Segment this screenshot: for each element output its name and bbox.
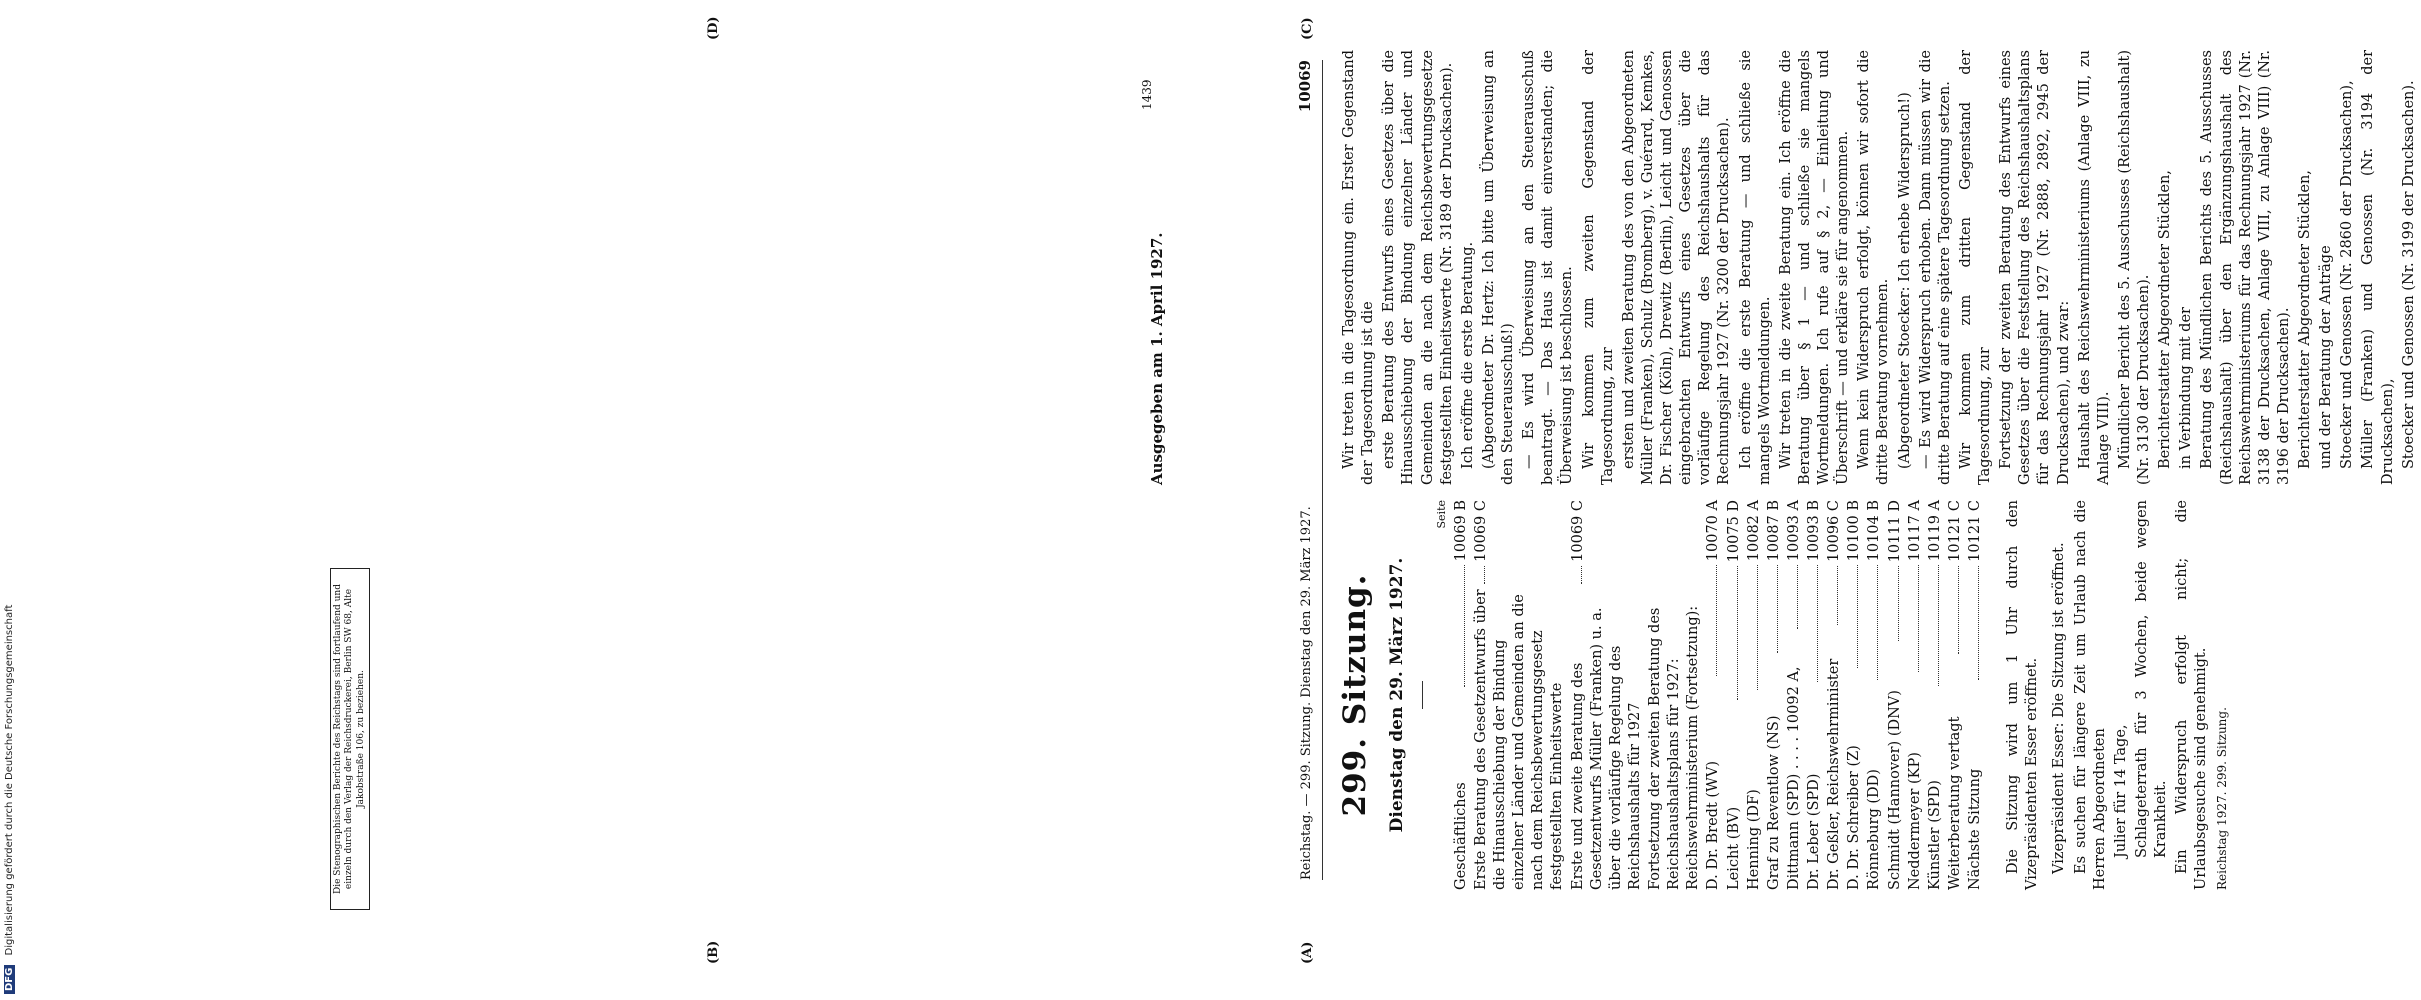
agenda-leader-dots xyxy=(1581,566,1582,584)
session-paragraph: erste Beratung des Entwurfs eines Gesetzes über die Hinausschiebung der Bindung einzelner Länder und Gemeinden an die nach dem Reichsbewertungsgesetze festgestellten Einheitswerte (Nr. 3189 der Drucksachen). xyxy=(1381,50,1455,485)
side-note-strip xyxy=(0,0,20,1000)
agenda-page-ref: 10100 B xyxy=(1846,499,1863,562)
agenda-list xyxy=(1452,500,1985,890)
agenda-item xyxy=(1785,500,1804,890)
session-text xyxy=(1340,50,2419,485)
agenda-item-text: Erste und zweite Beratung des Gesetzentwurfs Müller (Franken) u. a. über die vorläufige Regelung des Reichshaushalts für 1927 xyxy=(1569,607,1643,890)
agenda-leader-dots xyxy=(1898,566,1899,641)
agenda-page-ref: 10082 A xyxy=(1745,500,1762,562)
session-paragraph: (Abgeordneter Stoecker: Ich erhebe Widerspruch!) xyxy=(1896,92,1913,469)
agenda-leader-dots xyxy=(1918,565,1919,671)
title-rule xyxy=(1422,681,1423,709)
right-column xyxy=(1340,50,2421,485)
agenda-page-ref: 10111 D xyxy=(1886,499,1903,563)
agenda-item-text: Leicht (BV) xyxy=(1725,806,1742,890)
agenda-item-text: Henning (DF) xyxy=(1745,789,1762,890)
issued-date: Ausgegeben am 1. April 1927. xyxy=(1148,232,1166,485)
agenda-item xyxy=(1569,500,1646,890)
session-paragraph: Müller (Franken) und Genossen (Nr. 3194 der Drucksachen), xyxy=(2360,50,2396,485)
agenda-page-ref: 10093 A xyxy=(1785,500,1802,562)
agenda-item xyxy=(1452,500,1471,890)
agenda-item xyxy=(1704,500,1723,890)
agenda-item xyxy=(1946,500,1965,890)
session-date: Dienstag den 29. März 1927. xyxy=(1386,557,1407,833)
vice-president-line: Vizepräsident Esser: Die Sitzung ist eröffnet. xyxy=(2051,542,2068,874)
margin-letter-d: (D) xyxy=(706,16,721,40)
session-title: 299. Sitzung. xyxy=(1337,573,1373,817)
agenda-item-text: D. Dr. Schreiber (Z) xyxy=(1846,745,1863,890)
margin-letter-a: (A) xyxy=(1300,941,1315,964)
leave-request-1: Julier für 14 Tage, xyxy=(2112,724,2129,858)
agenda-item xyxy=(1646,500,1703,890)
session-paragraph: — Es wird Widerspruch erhoben. Dann müssen wir die dritte Beratung auf eine spätere Tagesordnung setzen. xyxy=(1917,50,1953,485)
session-paragraph: Haushalt des Reichswehrministeriums (Anlage VIII, zu Anlage VIII). xyxy=(2076,50,2112,485)
agenda-item-text: Geschäftliches xyxy=(1452,782,1469,890)
leave-request-2: Schlageterrath für 3 Wochen, beide wegen Krankheit. xyxy=(2133,500,2170,858)
agenda-item xyxy=(1765,500,1784,890)
session-paragraph: Ich eröffne die erste Beratung. xyxy=(1459,241,1476,469)
agenda-item-text: Dittmann (SPD) . . . . 10092 A, xyxy=(1785,666,1802,890)
left-column xyxy=(1335,500,2231,890)
session-paragraph: — Es wird Überweisung an den Steuerausschuß beantragt. — Das Haus ist damit einverstanden; die Überweisung ist beschlossen. xyxy=(1521,50,1576,485)
agenda-leader-dots xyxy=(1777,565,1778,653)
agenda-item xyxy=(1472,500,1568,890)
side-note-text: Digitalisierung gefördert durch die Deutsche Forschungsgemeinschaft xyxy=(4,604,15,956)
agenda-item-text: Graf zu Reventlow (NS) xyxy=(1765,715,1782,890)
session-paragraph: Beratung des Mündlichen Berichts des 5. Ausschusses (Reichshaushalt) über den Ergänzungshaushalt des Reichswehrministeriums für das Rechnungsjahr 1927 (Nr. 3138 der Drucksachen, Anlage VIII, zu Anlage VIII) (Nr. 3196 der Drucksachen). xyxy=(2199,50,2292,485)
session-paragraph: ersten und zweiten Beratung des von den Abgeordneten Müller (Franken), Schulz (Bromberg), v. Guérard, Kemkes, Dr. Fischer (Köln), Drewitz (Berlin), Leicht und Genossen eingebrachten Entwurfs eines Gesetzes über die vorläufige Regelung des Reichshaushalts für das Rechnungsjahr 1927 (Nr. 3200 der Drucksachen). xyxy=(1620,50,1733,485)
agenda-leader-dots xyxy=(1757,565,1758,690)
session-paragraph: Wir kommen zum dritten Gegenstand der Tagesordnung, zur xyxy=(1957,50,1993,485)
agenda-leader-dots xyxy=(1938,565,1939,685)
agenda-item xyxy=(1906,500,1925,890)
opening-text: Die Sitzung wird um 1 Uhr durch den Vizepräsidenten Esser eröffnet. xyxy=(2005,500,2041,890)
session-paragraph: Stoecker und Genossen (Nr. 3199 der Drucksachen). xyxy=(2400,80,2417,469)
agenda-item xyxy=(1825,500,1844,890)
session-paragraph: Ich eröffne die erste Beratung — und schließe sie mangels Wortmeldungen. xyxy=(1737,50,1773,485)
agenda-item xyxy=(1886,500,1905,890)
agenda-leader-dots xyxy=(1857,565,1858,668)
agenda-leader-dots xyxy=(1817,565,1818,682)
agenda-item-text: D. Dr. Bredt (WV) xyxy=(1705,760,1722,890)
agenda-page-ref: 10075 D xyxy=(1725,500,1742,563)
session-paragraph: und der Beratung der Anträge xyxy=(2318,245,2335,469)
agenda-item-text: Rönneburg (DD) xyxy=(1866,769,1883,890)
agenda-item-text: Nächste Sitzung xyxy=(1967,768,1984,890)
agenda-page-ref: 10069 B xyxy=(1452,499,1469,562)
agenda-item-text: Weiterberatung vertagt xyxy=(1946,716,1963,890)
session-paragraph: Mündlicher Bericht des 5. Ausschusses (Reichshaushalt) (Nr. 3130 der Drucksachen). xyxy=(2116,50,2152,485)
session-paragraph: Wir treten in die zweite Beratung ein. Ich eröffne die Beratung über § 1 — und schließe sie mangels Wortmeldungen. Ich rufe auf § 2, — Einleitung und Überschrift — und erkläre sie für angenommen. xyxy=(1777,50,1852,485)
dfg-logo: DFG xyxy=(4,965,15,994)
session-paragraph: Stoecker und Genossen (Nr. 2860 der Drucksachen), xyxy=(2339,80,2356,469)
agenda-page-ref: 10121 C xyxy=(1967,500,1984,562)
agenda-leader-dots xyxy=(1737,566,1738,699)
issue-line xyxy=(1148,50,1168,485)
agenda-item-text: Künstler (SPD) xyxy=(1926,780,1943,890)
agenda-item-text: Dr. Leber (SPD) xyxy=(1806,773,1823,890)
agenda-page-ref: 10069 C xyxy=(1569,500,1586,562)
leave-request-intro: Es suchen für längere Zeit um Urlaub nach die Herren Abgeordneten xyxy=(2072,500,2108,890)
agenda-page-ref: 10121 C xyxy=(1946,500,1963,562)
running-title: Reichstag. — 299. Sitzung. Dienstag den 29. März 1927. xyxy=(1299,506,1314,880)
agenda-leader-dots xyxy=(1837,566,1838,625)
agenda-item-text: Neddermeyer (KP) xyxy=(1906,752,1923,890)
margin-letter-c: (C) xyxy=(1300,17,1315,40)
agenda-item-text: Dr. Geßler, Reichswehrminister xyxy=(1826,658,1843,890)
agenda-item-text: Erste Beratung des Gesetzentwurfs über die Hinausschiebung der Bindung einzelner Länder und Gemeinden an die nach dem Reichsbewertungsgesetz festgestellten Einheitswerte xyxy=(1472,589,1566,890)
agenda-leader-dots xyxy=(1978,566,1979,680)
agenda-item xyxy=(1725,500,1744,890)
session-paragraph: Wir kommen zum zweiten Gegenstand der Tagesordnung, zur xyxy=(1580,50,1616,485)
session-paragraph: Wenn kein Widerspruch erfolgt, können wir sofort die dritte Beratung vornehmen. xyxy=(1856,50,1892,485)
session-paragraph: in Verbindung mit der xyxy=(2178,307,2195,469)
session-paragraph: Berichterstatter Abgeordneter Stücklen, xyxy=(2157,170,2174,469)
session-paragraph: Wir treten in die Tagesordnung ein. Erster Gegenstand der Tagesordnung ist die xyxy=(1341,50,1377,485)
print-notice-box: Die Stenographischen Berichte des Reichstags sind fortlaufend und einzeln durch den Verlag der Reichsdruckerei, Berlin SW 68, Alte Jakobstraße 106, zu beziehen. xyxy=(330,568,370,910)
agenda-item xyxy=(1926,500,1945,890)
agenda-leader-dots xyxy=(1484,566,1485,584)
agenda-item xyxy=(1805,500,1824,890)
agenda-item xyxy=(1966,500,1985,890)
header-rule xyxy=(1322,60,1323,880)
agenda-item xyxy=(1845,500,1864,890)
agenda-page-ref: 10070 A xyxy=(1705,500,1722,562)
agenda-leader-dots xyxy=(1716,565,1717,676)
session-paragraph: Fortsetzung der zweiten Beratung des Entwurfs eines Gesetzes über die Feststellung des Reichshaushaltsplans für das Rechnungsjahr 1927 (Nr. 2888, 2892, 2945 der Drucksachen), und zwar: xyxy=(1998,50,2072,485)
agenda-leader-dots xyxy=(1464,565,1465,686)
running-header xyxy=(1296,60,1314,880)
session-paragraph: Berichterstatter Abgeordneter Stücklen, xyxy=(2297,170,2313,469)
footer-sign: Reichstag 1927. 299. Sitzung. xyxy=(2215,707,2230,890)
page-number: 10069 xyxy=(1296,60,1314,113)
agenda-page-ref: 10104 B xyxy=(1866,499,1883,562)
agenda-leader-dots xyxy=(1877,565,1878,680)
session-paragraph: (Abgeordneter Dr. Hertz: Ich bitte um Überweisung an den Steuerausschuß!) xyxy=(1480,50,1516,485)
agenda-item-text: Fortsetzung der zweiten Beratung des Reichshaushaltsplans für 1927: Reichswehrministerium (Fortsetzung): xyxy=(1647,605,1702,890)
agenda-page-ref: 10087 B xyxy=(1765,499,1782,562)
margin-letter-b: (B) xyxy=(706,940,721,964)
agenda-item xyxy=(1865,500,1884,890)
no-objection-text: Ein Widerspruch erfolgt nicht; die Urlaubsgesuche sind genehmigt. xyxy=(2174,500,2210,890)
seite-label: Seite xyxy=(1435,500,1449,529)
agenda-leader-dots xyxy=(1797,565,1798,629)
agenda-page-ref: 10093 B xyxy=(1806,500,1823,562)
agenda-page-ref: 10069 C xyxy=(1472,500,1489,562)
agenda-leader-dots xyxy=(1958,566,1959,654)
agenda-page-ref: 10117 A xyxy=(1906,500,1923,562)
agenda-item xyxy=(1745,500,1764,890)
agenda-page-ref: 10096 C xyxy=(1826,500,1843,562)
agenda-page-ref: 10119 A xyxy=(1926,499,1943,562)
bottom-page-number: 1439 xyxy=(1140,79,1154,110)
agenda-item-text: Schmidt (Hannover) (DNV) xyxy=(1886,690,1903,890)
